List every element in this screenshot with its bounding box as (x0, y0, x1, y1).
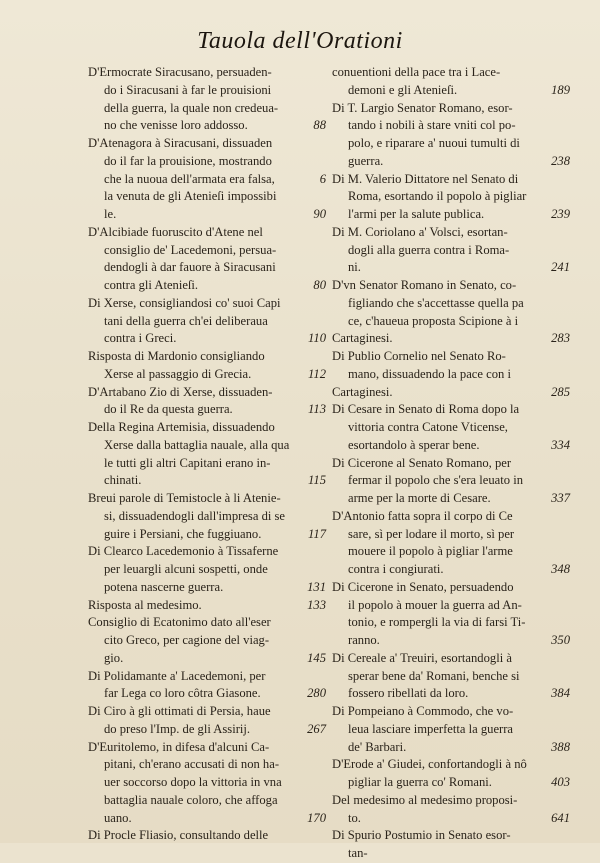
page-number: 80 (313, 278, 326, 292)
index-line-text: ce, c'haueua proposta Scipione à i (348, 313, 519, 328)
index-line-text: Di Cicerone al Senato Romano, per (332, 455, 512, 470)
index-line-text: Cartaginesi. (332, 384, 393, 399)
index-line-text: D'Artabano Zio di Xerse, dissuaden- (88, 384, 273, 399)
index-line-text: de' Barbari. (348, 739, 407, 754)
index-line-text: gio. (104, 650, 124, 665)
index-line (88, 810, 326, 828)
index-line (88, 64, 326, 82)
index-line-text: contra i Greci. (104, 331, 177, 346)
index-line (88, 650, 326, 668)
index-line (332, 153, 570, 171)
index-line (332, 188, 570, 206)
index-line (88, 721, 326, 739)
index-line-text: guerra. (348, 153, 384, 168)
index-line-text: tan- (348, 846, 368, 860)
index-line (88, 543, 326, 561)
page-number: 6 (319, 171, 326, 186)
index-line-text: esortandolo à sperar bene. (348, 437, 480, 452)
index-line-text: Xerse al passaggio di Grecia. (104, 366, 252, 381)
index-line (88, 366, 326, 384)
index-line-text: sare, sì per lodare il morto, sì per (348, 526, 515, 541)
index-line (88, 526, 326, 544)
index-line-text: chinati. (104, 473, 142, 488)
index-line-text: Di Cicerone in Senato, persuadendo (332, 579, 514, 594)
index-line-text: Della Regina Artemisia, dissuadendo (88, 420, 275, 434)
index-line-text: D'Ermocrate Siracusano, persuaden- (88, 65, 272, 79)
page-number: 641 (551, 810, 570, 825)
index-line-text: pigliar la guerra co' Romani. (348, 775, 492, 789)
index-line (88, 188, 326, 206)
index-line (332, 366, 570, 384)
page-number: 350 (551, 633, 570, 647)
left-column (88, 64, 326, 843)
index-line (88, 579, 326, 597)
index-line (88, 401, 326, 419)
index-line (88, 135, 326, 153)
index-line (88, 171, 326, 189)
index-line-text: Risposta al medesimo. (88, 597, 202, 612)
index-line (88, 437, 326, 455)
page-number: 384 (551, 686, 570, 701)
index-line-text: do preso l'Imp. de gli Assirij. (104, 721, 251, 736)
page-number: 170 (307, 810, 326, 825)
index-line (332, 348, 570, 366)
index-line-text: mouere il popolo à pigliar l'arme (348, 544, 513, 559)
index-line-text: l'armi per la salute publica. (348, 207, 485, 221)
page-number: 283 (551, 331, 570, 346)
index-line-text: pitani, ch'erano accusati di non ha- (104, 757, 280, 772)
index-line-text: dogli alla guerra contra i Roma- (348, 242, 510, 257)
index-line-text: Di T. Largio Senator Romano, esor- (332, 100, 513, 115)
page-number: 145 (307, 650, 326, 665)
index-line-text: Di Publio Cornelio nel Senato Ro- (332, 349, 506, 363)
index-line (88, 313, 326, 331)
index-line (332, 845, 570, 863)
index-line-text: potena nascerne guerra. (104, 579, 224, 594)
index-line (332, 632, 570, 650)
index-line (88, 153, 326, 171)
index-line-text: Cartaginesi. (332, 331, 393, 346)
index-line (332, 774, 570, 792)
page-number: 285 (551, 384, 570, 399)
index-line-text: Consiglio di Ecatonimo dato all'eser (88, 615, 271, 630)
page-number: 388 (551, 739, 570, 754)
index-line-text: Di Xerse, consigliandosi co' suoi Capi (88, 295, 281, 310)
index-line-text: tani della guerra ch'ei deliberaua (104, 313, 268, 328)
index-line (88, 561, 326, 579)
index-line (88, 472, 326, 490)
index-line (88, 295, 326, 313)
index-line (88, 259, 326, 277)
index-line (88, 774, 326, 792)
index-line (332, 739, 570, 757)
index-line-text: do il Re da questa guerra. (104, 402, 233, 417)
page-number: 131 (307, 579, 326, 594)
index-line (332, 401, 570, 419)
page-number: 267 (307, 721, 326, 736)
index-line-text: le. (104, 207, 117, 221)
index-line (332, 490, 570, 508)
index-line-text: D'Erode a' Giudei, confortandogli à nô (332, 757, 527, 772)
index-line (332, 259, 570, 277)
index-line (332, 242, 570, 260)
index-line (332, 721, 570, 739)
index-line-text: mano, dissuadendo la pace con i (348, 366, 511, 381)
index-line-text: Di Procle Fliasio, consultando delle (88, 828, 269, 843)
index-line-text: Di Ciro à gli ottimati di Persia, haue (88, 704, 271, 718)
index-line (332, 82, 570, 100)
index-line (88, 100, 326, 118)
index-line (88, 117, 326, 135)
index-line (88, 455, 326, 473)
index-line (332, 100, 570, 118)
index-line-text: polo, e riparare a' nuoui tumulti di (348, 136, 520, 150)
index-line (332, 135, 570, 153)
index-line (332, 171, 570, 189)
page-header: Tauola dell'Orationi (197, 28, 403, 54)
index-line-text: Di Pompeiano à Commodo, che vo- (332, 704, 514, 718)
index-line (332, 277, 570, 295)
index-line-text: D'Euritolemo, in difesa d'alcuni Ca- (88, 739, 270, 754)
index-line (332, 597, 570, 615)
index-line-text: sperar bene da' Romani, benche si (348, 668, 520, 683)
index-line-text: le tutti gli altri Capitani erano in- (104, 455, 271, 470)
index-line-text: D'Alcibiade fuoruscito d'Atene nel (88, 224, 263, 239)
index-line (88, 632, 326, 650)
index-line-text: figliando che s'accettasse quella pa (348, 295, 524, 310)
index-line-text: ni. (348, 260, 361, 275)
page-number: 113 (308, 402, 326, 417)
page-number: 117 (308, 526, 326, 541)
index-line (88, 614, 326, 632)
index-line-text: demoni e gli Atenieſi. (348, 82, 458, 97)
index-line-text: battaglia nauale coloro, che affoga (104, 792, 278, 807)
index-line (332, 792, 570, 810)
index-line-text: Di Cereale a' Treuiri, esortandogli à (332, 650, 512, 665)
page-number: 115 (308, 473, 326, 488)
index-line-text: ranno. (348, 633, 380, 647)
index-line-text: fossero ribellati da loro. (348, 686, 469, 701)
page-number: 88 (313, 118, 326, 133)
index-line-text: fermar il popolo che s'era leuato in (348, 473, 524, 488)
index-line (88, 277, 326, 295)
index-line (332, 668, 570, 686)
index-line-text: D'Antonio fatta sopra il corpo di Ce (332, 508, 513, 523)
index-line (332, 526, 570, 544)
page-number: 238 (551, 153, 570, 168)
index-line-text: tando i nobili à stare vniti col po- (348, 118, 516, 133)
index-line-text: Di Spurio Postumio in Senato esor- (332, 828, 511, 843)
index-line-text: il popolo à mouer la guerra ad An- (348, 597, 522, 612)
index-line-text: vittoria contra Catone Vticense, (348, 420, 508, 434)
page-number: 112 (308, 366, 326, 381)
index-line (332, 756, 570, 774)
index-line (88, 330, 326, 348)
page-number: 189 (551, 82, 570, 97)
index-line (332, 64, 570, 82)
page-number: 133 (307, 597, 326, 612)
index-line (332, 561, 570, 579)
index-line (332, 810, 570, 828)
page-number: 241 (551, 260, 570, 275)
index-line (88, 668, 326, 686)
index-line (88, 490, 326, 508)
index-line (88, 82, 326, 100)
index-line (332, 508, 570, 526)
index-line-text: dendogli à dar fauore à Siracusani (104, 260, 276, 275)
index-line (332, 117, 570, 135)
index-line (332, 437, 570, 455)
index-line (332, 703, 570, 721)
index-line (88, 827, 326, 845)
index-line (88, 348, 326, 366)
page-number: 110 (308, 331, 326, 346)
index-line (332, 224, 570, 242)
index-line (332, 543, 570, 561)
index-line-text: si, dissuadendogli dall'impresa di se (104, 508, 286, 523)
index-line-text: do il far la prouisione, mostrando (104, 153, 272, 168)
index-line-text: della guerra, la quale non credeua- (104, 100, 279, 115)
index-line-text: consiglio de' Lacedemoni, persua- (104, 242, 277, 257)
index-line-text: guire i Persiani, che fuggiuano. (104, 526, 262, 541)
index-line-text: do i Siracusani à far le prouisioni (104, 82, 272, 97)
index-line-text: uer soccorso dopo la vittoria in vna (104, 775, 282, 789)
right-column (332, 64, 570, 860)
index-line (332, 685, 570, 703)
index-line (332, 206, 570, 224)
index-line (332, 295, 570, 313)
index-line (88, 206, 326, 224)
index-line (88, 685, 326, 703)
index-line-text: to. (348, 810, 361, 825)
index-line-text: no che venisse loro addosso. (104, 118, 248, 133)
index-line-text: D'Atenagora à Siracusani, dissuaden (88, 136, 273, 150)
page-number: 403 (551, 775, 570, 789)
index-line-text: tonio, e rompergli la via di farsi Ti- (348, 615, 526, 630)
page-number: 334 (551, 437, 570, 452)
index-line (332, 579, 570, 597)
index-line (88, 419, 326, 437)
index-line-text: la venuta de gli Atenieſi impossibi (104, 189, 277, 204)
index-line (332, 614, 570, 632)
index-line-text: arme per la morte di Cesare. (348, 491, 491, 505)
index-line (88, 597, 326, 615)
index-line (332, 472, 570, 490)
index-line-text: Di Polidamante a' Lacedemoni, per (88, 668, 266, 683)
index-line (332, 455, 570, 473)
index-line (88, 224, 326, 242)
index-line-text: uano. (104, 810, 132, 825)
index-line (332, 419, 570, 437)
index-line (332, 384, 570, 402)
index-line (88, 792, 326, 810)
index-line-text: Xerse dalla battaglia nauale, alla qua (104, 437, 290, 452)
index-line-text: contra gli Atenieſi. (104, 278, 199, 292)
index-line (88, 756, 326, 774)
index-line-text: conuentioni della pace tra i Lace- (332, 65, 501, 79)
index-line (88, 508, 326, 526)
page-number: 90 (313, 207, 326, 221)
index-line (332, 313, 570, 331)
index-line-text: contra i congiurati. (348, 562, 444, 576)
index-line-text: Di Clearco Lacedemonio à Tissaferne (88, 544, 279, 559)
index-line-text: Di Cesare in Senato di Roma dopo la (332, 402, 520, 417)
index-line-text: Del medesimo al medesimo proposi- (332, 792, 518, 807)
index-line (88, 739, 326, 757)
index-line-text: per leuargli alcuni sospetti, onde (104, 562, 268, 576)
index-line-text: Di M. Coriolano a' Volsci, esortan- (332, 224, 508, 239)
index-line-text: cito Greco, per cagione del viag- (104, 633, 270, 647)
index-line-text: Breui parole di Temistocle à li Atenie- (88, 491, 281, 505)
index-line-text: far Lega co loro côtra Giasone. (104, 686, 261, 701)
index-line (332, 827, 570, 845)
index-line-text: D'vn Senator Romano in Senato, co- (332, 278, 517, 292)
index-line-text: Di M. Valerio Dittatore nel Senato di (332, 171, 519, 186)
page-number: 239 (551, 207, 570, 221)
page-number: 280 (307, 686, 326, 701)
index-line (332, 650, 570, 668)
index-line-text: leua lasciare imperfetta la guerra (348, 721, 514, 736)
index-line-text: Risposta di Mardonio consigliando (88, 349, 265, 363)
index-line (332, 330, 570, 348)
index-columns (88, 64, 570, 860)
index-line (88, 384, 326, 402)
index-line-text: Roma, esortando il popolo à pigliar (348, 189, 527, 204)
page-number: 337 (551, 491, 570, 505)
page-number: 348 (551, 562, 570, 576)
index-line-text: che la nuoua dell'armata era falsa, (104, 171, 275, 186)
index-line (88, 242, 326, 260)
index-line (88, 703, 326, 721)
